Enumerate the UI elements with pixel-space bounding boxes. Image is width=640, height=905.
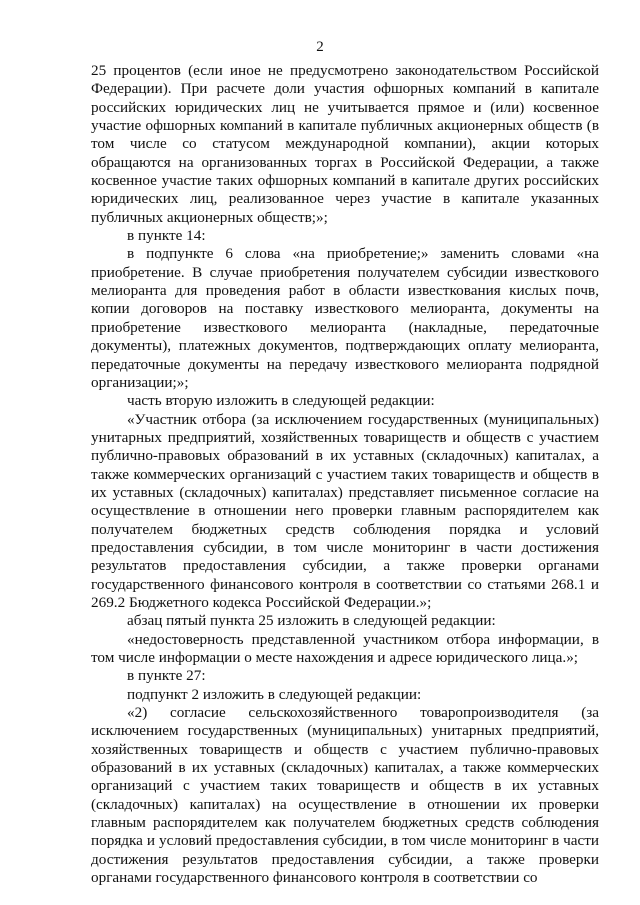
paragraph-point-14: в пункте 14: bbox=[127, 227, 206, 245]
paragraph-subpoint-2-intro: подпункт 2 изложить в следующей редакции: bbox=[127, 685, 422, 703]
paragraph-unreliable-info: «недостоверность представленной участником отбора информации, в том числе информации о месте нахождения и адресе юридического лица.»; bbox=[91, 630, 599, 666]
paragraph-part-two-intro: часть вторую изложить в следующей редакции: bbox=[127, 392, 435, 410]
paragraph-subpoint-6-amendment: в подпункте 6 слова «на приобретение;» заменить словами «на приобретение. В случае приобретения получателем субсидии известкового мелиоранта для проведения работ в области известкования кислых почв, копии договоров на поставку известкового мелиоранта, документы на приобретение известкового мелиоранта (накладные, передаточные документы), платежных документов, подтверждающих оплату мелиоранта, передаточные документы на передачу известкового мелиоранта подрядной организации;»; bbox=[91, 245, 599, 391]
document-body bbox=[91, 62, 599, 887]
page-number: 2 bbox=[316, 39, 324, 55]
paragraph-participant-consent: «Участник отбора (за исключением государственных (муниципальных) унитарных предприятий, хозяйственных товариществ и обществ с участием публично-правовых образований в их уставных (складочных) капиталах, а также коммерческих организаций с участием таких товариществ и обществ в их уставных (складочных) капиталах) представляет письменное согласие на осуществление в отношении него проверки главным распорядителем как получателем бюджетных средств соблюдения порядка и условий предоставления субсидии, в том числе мониторинг в части достижения результатов предоставления субсидии, а также проверки органами государственного финансового контроля в соответствии со статьями 268.1 и 269.2 Бюджетного кодекса Российской Федерации.»; bbox=[91, 410, 599, 611]
paragraph-producer-consent: «2) согласие сельскохозяйственного товаропроизводителя (за исключением государственных (муниципальных) унитарных предприятий, хозяйственных товариществ и обществ с участием публично-правовых образований в их уставных (складочных) капиталах, а также коммерческих организаций с участием таких товариществ и обществ в их уставных (складочных) капиталах) на осуществление в отношении их проверки главным распорядителем как получателем бюджетных средств соблюдения порядка и условий предоставления субсидии, в том числе мониторинг в части достижения результатов предоставления субсидии, а также проверки органами государственного финансового контроля в соответствии со bbox=[91, 704, 599, 887]
paragraph-point-27: в пункте 27: bbox=[127, 667, 206, 685]
paragraph-point-25-intro: абзац пятый пункта 25 изложить в следующей редакции: bbox=[127, 612, 496, 630]
paragraph-continuation: 25 процентов (если иное не предусмотрено законодательством Российской Федерации). При расчете доли участия офшорных компаний в капитале российских юридических лиц не учитывается прямое и (или) косвенное участие офшорных компаний в капитале публичных акционерных обществ (в том числе со статусом международной компании), акции которых обращаются на организованных торгах в Российской Федерации, а также косвенное участие таких офшорных компаний в капитале других российских юридических лиц, реализованное через участие в капитале указанных публичных акционерных обществ;»; bbox=[91, 62, 599, 226]
